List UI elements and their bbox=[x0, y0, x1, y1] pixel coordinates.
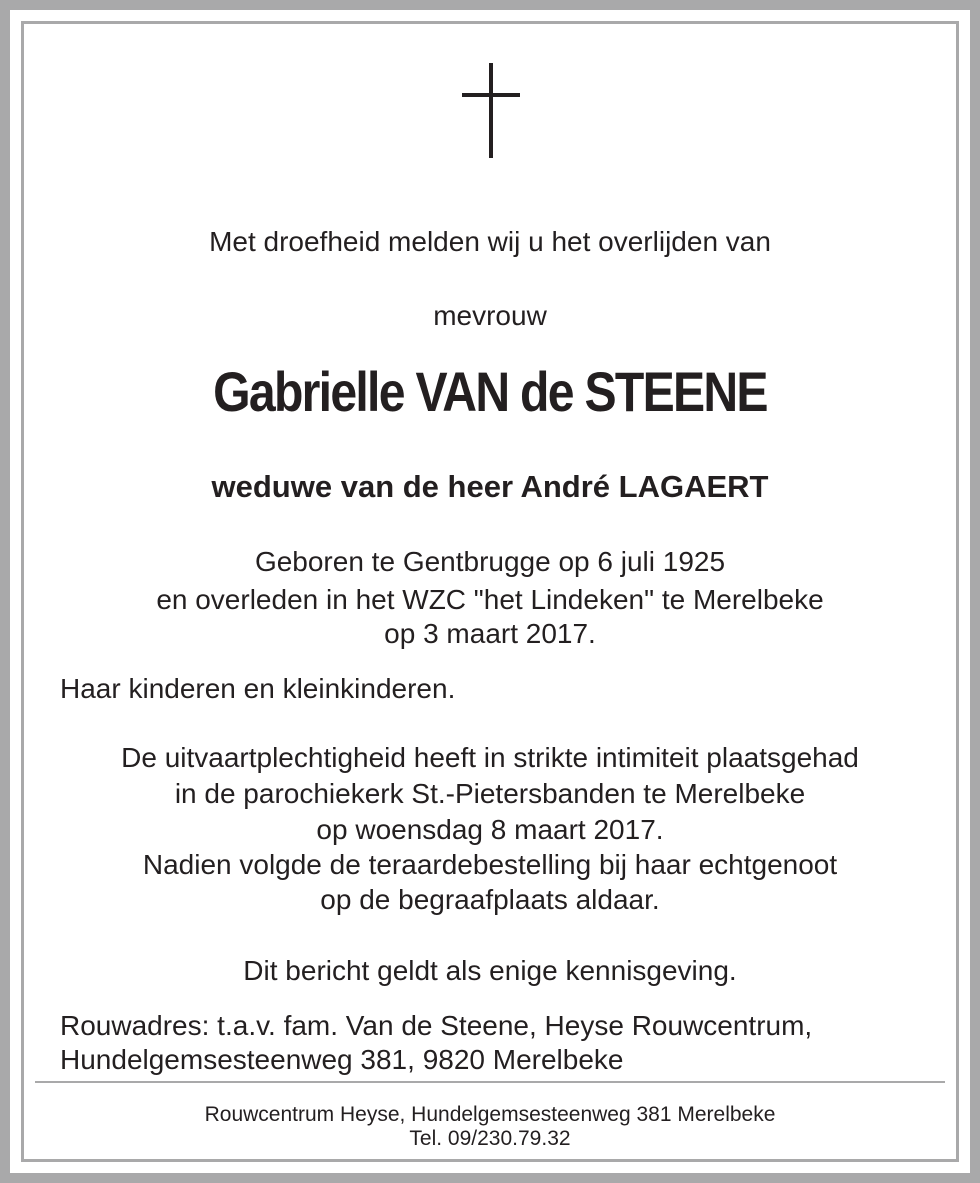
funeral-line-5: op de begraafplaats aldaar. bbox=[320, 884, 660, 915]
title-text: mevrouw bbox=[433, 300, 547, 331]
funeral-line-1: De uitvaartplechtigheid heeft in strikte intimiteit plaatsgehad bbox=[121, 742, 859, 773]
deceased-name: Gabrielle VAN de STEENE bbox=[213, 360, 767, 423]
spouse-text: weduwe van de heer André LAGAERT bbox=[211, 469, 769, 504]
death-date-line: op 3 maart 2017. bbox=[384, 618, 596, 649]
funeral-line-4: Nadien volgde de teraardebestelling bij haar echtgenoot bbox=[142, 849, 838, 880]
death-place-line: en overleden in het WZC "het Lindeken" te Merelbeke bbox=[156, 584, 824, 615]
funeral-home-text: Rouwcentrum Heyse, Hundelgemsesteenweg 381 Merelbeke bbox=[204, 1103, 776, 1126]
mourning-address-line-1: Rouwadres: t.a.v. fam. Van de Steene, Heyse Rouwcentrum, bbox=[60, 1010, 813, 1041]
funeral-line-3: op woensdag 8 maart 2017. bbox=[316, 814, 664, 845]
mourning-address-line-2: Hundelgemsesteenweg 381, 9820 Merelbeke bbox=[60, 1044, 624, 1075]
phone-text: Tel. 09/230.79.32 bbox=[409, 1127, 571, 1150]
divider bbox=[35, 1081, 945, 1083]
family-text: Haar kinderen en kleinkinderen. bbox=[60, 673, 456, 704]
funeral-line-2: in de parochiekerk St.-Pietersbanden te Merelbeke bbox=[174, 778, 806, 809]
intro-text: Met droefheid melden wij u het overlijden van bbox=[209, 226, 771, 257]
notice-text: Dit bericht geldt als enige kennisgeving. bbox=[243, 955, 737, 986]
cross-icon bbox=[462, 63, 520, 158]
birth-line: Geboren te Gentbrugge op 6 juli 1925 bbox=[254, 546, 726, 577]
